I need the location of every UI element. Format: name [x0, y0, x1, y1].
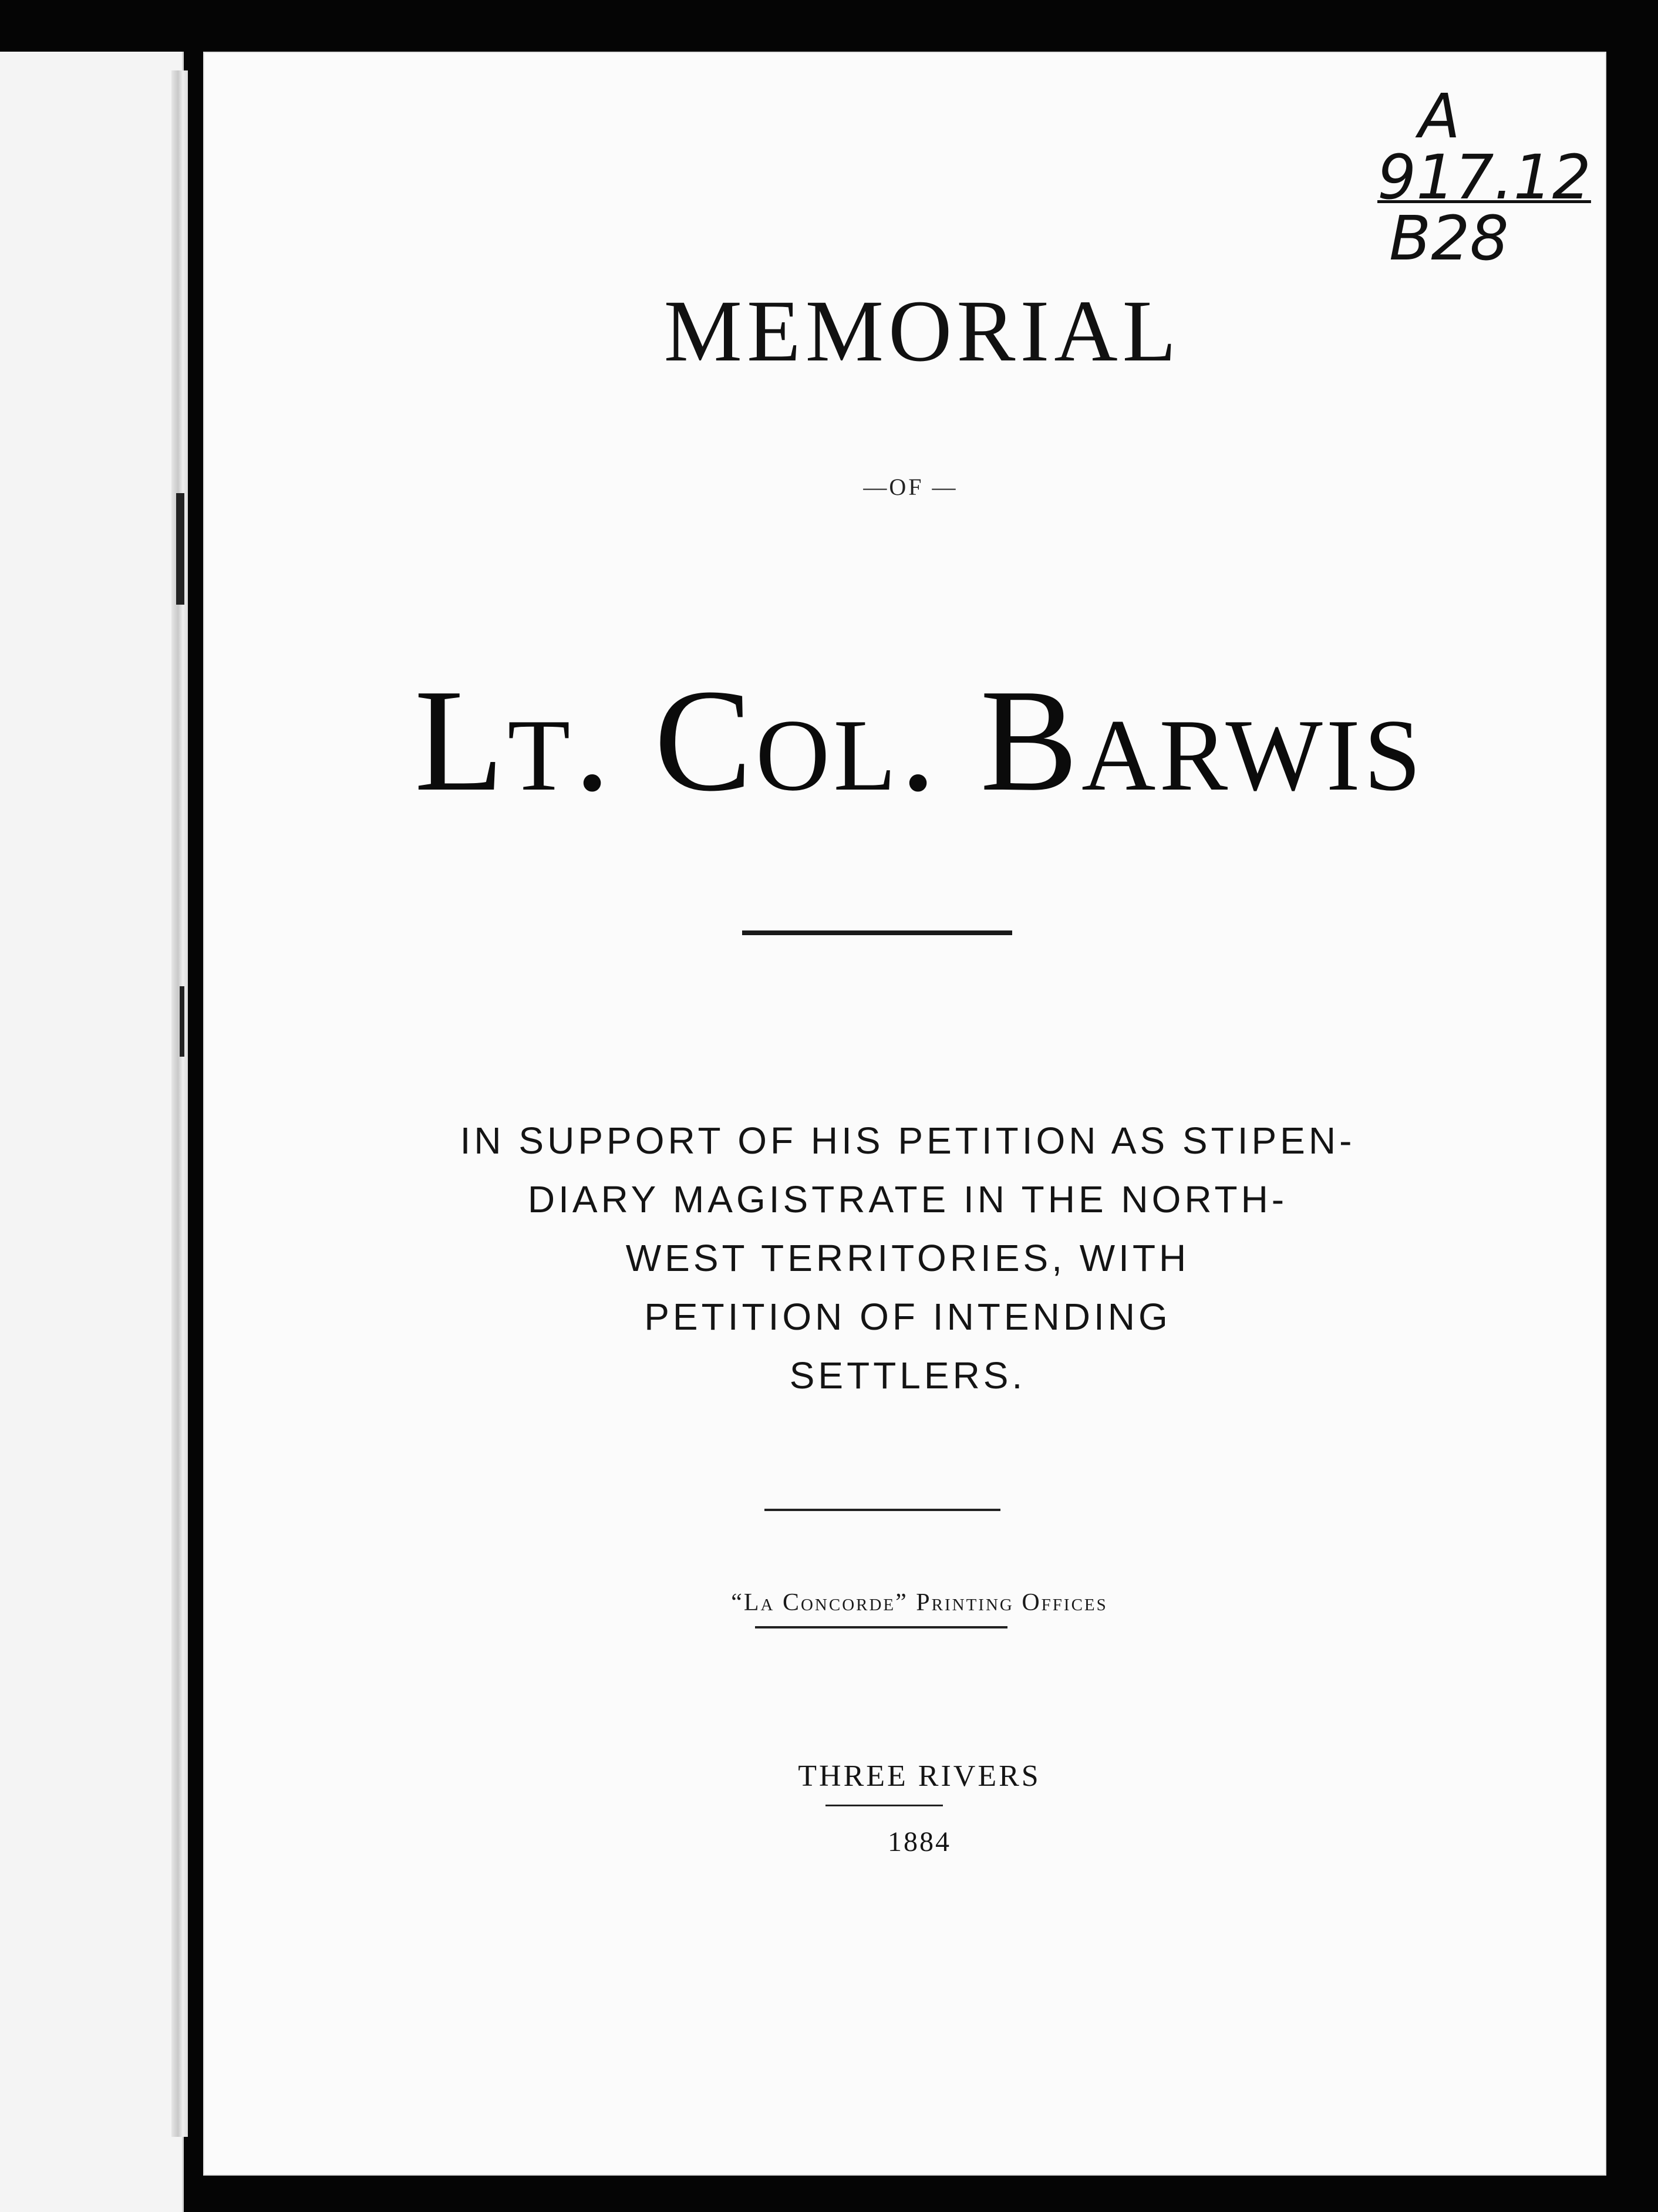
subtitle-line: DIARY MAGISTRATE IN THE NORTH-	[527, 1178, 1288, 1220]
subtitle-line: PETITION OF INTENDING	[644, 1296, 1171, 1338]
binding-shadow-mark	[180, 986, 184, 1057]
facing-blank-page	[0, 52, 184, 2212]
call-number-line-1: A	[1418, 80, 1461, 152]
divider-rule	[742, 930, 1012, 935]
divider-rule	[825, 1805, 943, 1806]
title-name: Lt. Col. Barwis	[414, 659, 1425, 822]
subtitle-line: IN SUPPORT OF HIS PETITION AS STIPEN-	[460, 1120, 1356, 1162]
handwritten-call-number	[1371, 80, 1591, 274]
divider-rule	[764, 1509, 1000, 1511]
title-of: —OF —	[863, 474, 958, 500]
divider-rule	[755, 1626, 1007, 1628]
call-number-line-3: B28	[1389, 203, 1509, 274]
publication-place: THREE RIVERS	[798, 1759, 1041, 1793]
binding-shadow-mark	[176, 493, 184, 605]
publication-year: 1884	[888, 1826, 951, 1857]
printer-imprint: “La Concorde” Printing Offices	[731, 1589, 1108, 1616]
title-page	[203, 52, 1606, 2176]
title-memorial: MEMORIAL	[663, 282, 1181, 380]
subtitle-block	[397, 1111, 1418, 1405]
call-number-line-2: 917.12	[1377, 141, 1591, 213]
subtitle-line: SETTLERS.	[789, 1354, 1026, 1397]
subtitle-line: WEST TERRITORIES, WITH	[625, 1237, 1190, 1279]
book-binding	[171, 70, 188, 2137]
